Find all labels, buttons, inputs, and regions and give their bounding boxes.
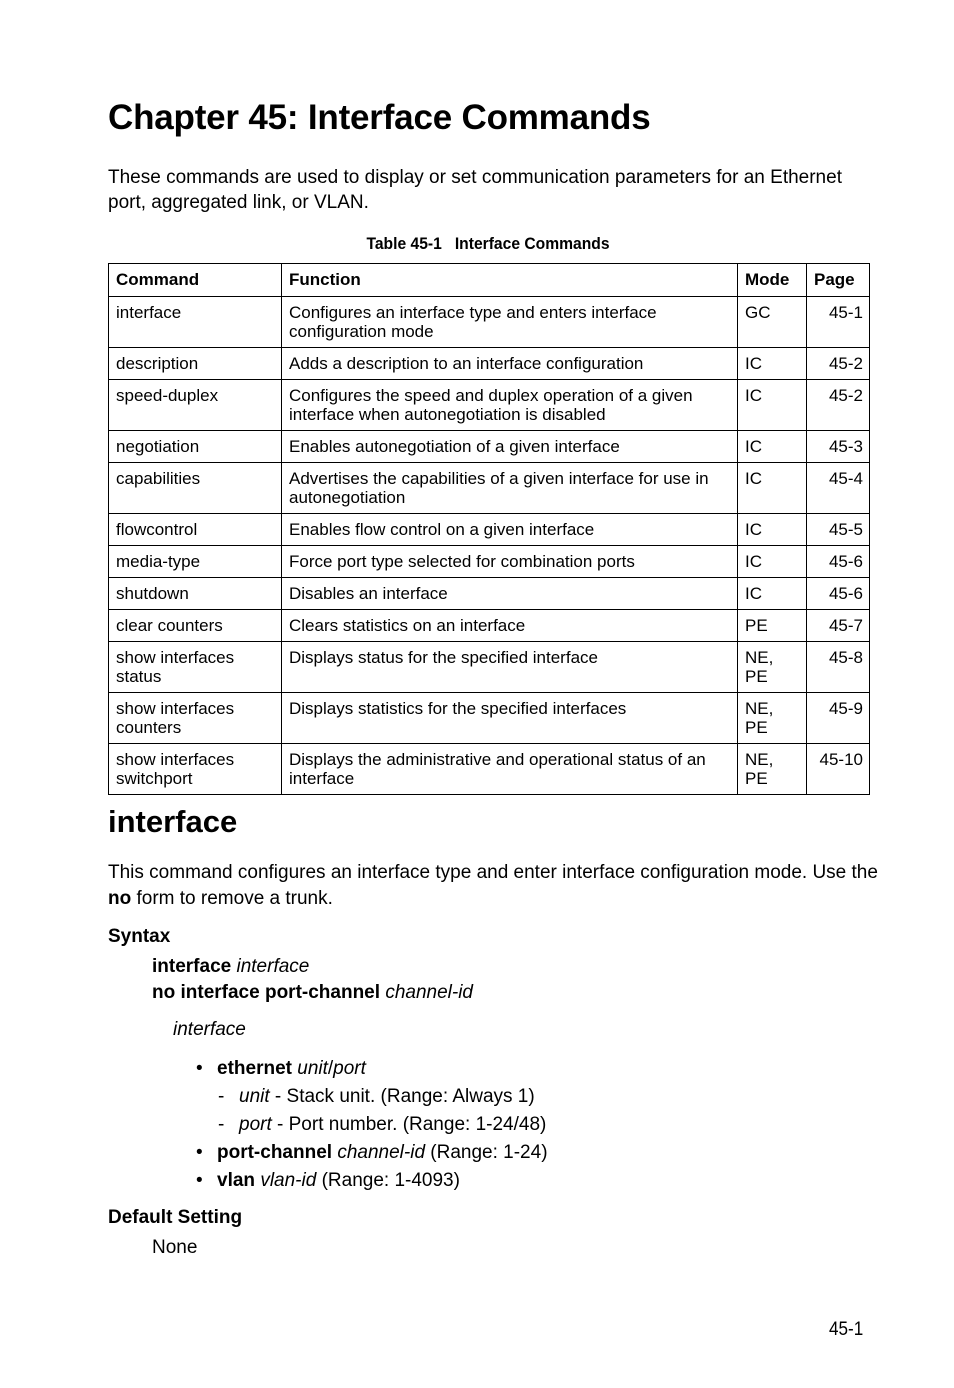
table-row xyxy=(109,744,870,795)
default-setting-heading: Default Setting xyxy=(108,1207,243,1228)
description-keyword: no xyxy=(108,888,132,909)
page-cell: 45-6 xyxy=(807,546,870,578)
table-row xyxy=(109,514,870,546)
function-cell: Advertises the capabilities of a given interface for use in autonegotiation xyxy=(282,463,738,514)
option-parameter: port xyxy=(333,1058,366,1079)
function-cell: Adds a description to an interface configuration xyxy=(282,348,738,380)
command-cell: capabilities xyxy=(109,463,282,514)
syntax-keyword: interface xyxy=(152,956,232,977)
page-cell: 45-1 xyxy=(807,297,870,348)
syntax-keyword: no interface port-channel xyxy=(152,982,381,1003)
page-cell: 45-2 xyxy=(807,380,870,431)
function-cell: Disables an interface xyxy=(282,578,738,610)
mode-cell: IC xyxy=(738,431,807,463)
function-cell: Configures the speed and duplex operation of a given interface when autonegotiation is disabled xyxy=(282,380,738,431)
command-cell: description xyxy=(109,348,282,380)
mode-cell: IC xyxy=(738,463,807,514)
table-row xyxy=(109,693,870,744)
option-parameter: channel-id xyxy=(337,1142,426,1163)
syntax-line-1 xyxy=(152,956,309,978)
dash-icon: - xyxy=(218,1114,225,1135)
command-cell: clear counters xyxy=(109,610,282,642)
header-page: Page xyxy=(807,264,870,297)
syntax-parameter: channel-id xyxy=(385,982,473,1003)
default-setting-value: None xyxy=(152,1237,198,1258)
intro-paragraph: These commands are used to display or set communication parameters for an Ethernet port, aggregated link, or VLAN. xyxy=(108,167,842,213)
command-cell: interface xyxy=(109,297,282,348)
sub-list-item xyxy=(196,1083,548,1111)
command-cell: negotiation xyxy=(109,431,282,463)
mode-cell: IC xyxy=(738,578,807,610)
description-text-end: form to remove a trunk. xyxy=(131,888,333,909)
table-row xyxy=(109,380,870,431)
command-cell: shutdown xyxy=(109,578,282,610)
page-cell: 45-4 xyxy=(807,463,870,514)
sub-list-item xyxy=(196,1111,548,1139)
function-cell: Clears statistics on an interface xyxy=(282,610,738,642)
table-row xyxy=(109,431,870,463)
command-cell: flowcontrol xyxy=(109,514,282,546)
dash-icon: - xyxy=(218,1086,225,1107)
header-function: Function xyxy=(282,264,738,297)
option-keyword: port-channel xyxy=(217,1142,333,1163)
command-cell: show interfaces status xyxy=(109,642,282,693)
page-cell: 45-10 xyxy=(807,744,870,795)
mode-cell: NE, PE xyxy=(738,693,807,744)
option-parameter: unit xyxy=(239,1086,270,1107)
table-row xyxy=(109,297,870,348)
section-title: interface xyxy=(108,804,238,839)
command-cell: media-type xyxy=(109,546,282,578)
mode-cell: IC xyxy=(738,380,807,431)
list-item xyxy=(196,1167,548,1195)
option-separator: / xyxy=(327,1058,334,1079)
page-cell: 45-6 xyxy=(807,578,870,610)
function-cell: Force port type selected for combination ports xyxy=(282,546,738,578)
section-description xyxy=(108,860,878,912)
table-caption: Table 45-1 Interface Commands xyxy=(366,234,610,253)
mode-cell: IC xyxy=(738,348,807,380)
option-description: (Range: 1-24) xyxy=(425,1142,548,1163)
table-row xyxy=(109,610,870,642)
mode-cell: IC xyxy=(738,514,807,546)
mode-cell: NE, PE xyxy=(738,642,807,693)
header-mode: Mode xyxy=(738,264,807,297)
mode-cell: NE, PE xyxy=(738,744,807,795)
table-header-row xyxy=(109,264,870,297)
command-cell: speed-duplex xyxy=(109,380,282,431)
function-cell: Configures an interface type and enters interface configuration mode xyxy=(282,297,738,348)
function-cell: Enables autonegotiation of a given interface xyxy=(282,431,738,463)
option-parameter: vlan-id xyxy=(260,1170,317,1191)
list-item xyxy=(196,1055,548,1083)
option-description: (Range: 1-4093) xyxy=(316,1170,460,1191)
bullet-icon: • xyxy=(196,1058,203,1079)
table-row xyxy=(109,546,870,578)
option-parameter: port xyxy=(239,1114,272,1135)
list-item xyxy=(196,1139,548,1167)
description-text: This command configures an interface type and enter interface configuration mode. Use the xyxy=(108,862,878,883)
page-cell: 45-9 xyxy=(807,693,870,744)
table-body xyxy=(109,297,870,795)
page-cell: 45-3 xyxy=(807,431,870,463)
option-keyword: ethernet xyxy=(217,1058,292,1079)
table-row xyxy=(109,578,870,610)
option-description: - Stack unit. (Range: Always 1) xyxy=(269,1086,535,1107)
page-cell: 45-7 xyxy=(807,610,870,642)
table-row xyxy=(109,463,870,514)
mode-cell: GC xyxy=(738,297,807,348)
syntax-line-2 xyxy=(152,982,473,1004)
page-cell: 45-8 xyxy=(807,642,870,693)
command-cell: show interfaces counters xyxy=(109,693,282,744)
table-row xyxy=(109,642,870,693)
option-parameter: unit xyxy=(297,1058,328,1079)
parameter-name: interface xyxy=(173,1019,246,1040)
table-row xyxy=(109,348,870,380)
option-description: - Port number. (Range: 1-24/48) xyxy=(271,1114,547,1135)
function-cell: Displays statistics for the specified interfaces xyxy=(282,693,738,744)
interface-commands-table xyxy=(108,263,870,795)
function-cell: Displays the administrative and operational status of an interface xyxy=(282,744,738,795)
page-cell: 45-5 xyxy=(807,514,870,546)
function-cell: Displays status for the specified interface xyxy=(282,642,738,693)
bullet-icon: • xyxy=(196,1142,203,1163)
mode-cell: IC xyxy=(738,546,807,578)
option-keyword: vlan xyxy=(217,1170,256,1191)
chapter-title: Chapter 45: Interface Commands xyxy=(108,98,651,137)
header-command: Command xyxy=(109,264,282,297)
parameter-options-list xyxy=(196,1055,548,1195)
command-cell: show interfaces switchport xyxy=(109,744,282,795)
page-cell: 45-2 xyxy=(807,348,870,380)
bullet-icon: • xyxy=(196,1170,203,1191)
syntax-heading: Syntax xyxy=(108,926,171,947)
mode-cell: PE xyxy=(738,610,807,642)
syntax-parameter: interface xyxy=(236,956,310,977)
function-cell: Enables flow control on a given interface xyxy=(282,514,738,546)
page-number: 45-1 xyxy=(829,1319,864,1340)
